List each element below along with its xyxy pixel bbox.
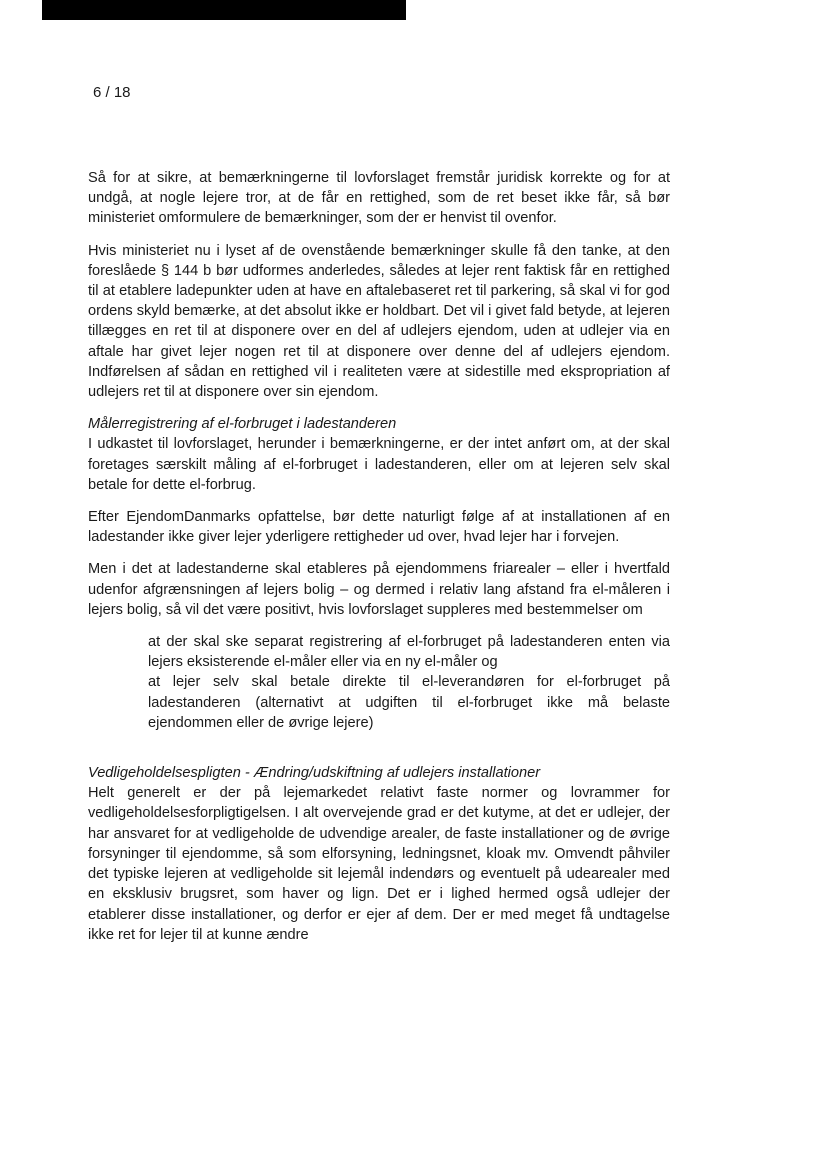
header-bar [42, 0, 406, 20]
paragraph: Hvis ministeriet nu i lyset af de ovenstående bemærkninger skulle få den tanke, at den foreslåede § 144 b bør udformes anderledes, således at lejer rent faktisk får en rettighed til at etablere ladepunkter uden at have en aftalebaseret ret til parkering, så skal vi for god ordens skyld bemærke, at det absolut ikke er holdbart. Det vil i givet fald betyde, at lejeren tillægges en ret til at disponere over en del af udlejers ejendom, uden at udlejer via en aftale har givet lejer nogen ret til at disponere over denne del af udlejers ejendom. Indførelsen af sådan en rettighed vil i realiteten være at sidestille med ekspropriation af udlejers ret til at disponere over sin ejendom. [88, 242, 670, 401]
list-item: at der skal ske separat registrering af el-forbruget på ladestanderen enten via lejers eksisterende el-måler eller via en ny el-måler og [148, 634, 670, 671]
page-number: 6 / 18 [93, 84, 131, 101]
list-item: at lejer selv skal betale direkte til el-leverandøren for el-forbruget på ladestanderen (alternativt at udgiften til el-forbruget ikke må belaste ejendommen eller de øvrige lejere) [148, 674, 670, 731]
paragraph: Helt generelt er der på lejemarkedet relativt faste normer og lovrammer for vedligeholdelsesforpligtigelsen. I alt overvejende grad er det kutyme, at det er udlejer, der har ansvaret for at vedligeholde de udvendige arealer, de faste installationer og de øvrige forsyninger til ejendomme, så som elforsyning, ledningsnet, kloak mv. Omvendt påhviler det typiske lejeren at vedligeholde sit lejemål indendørs og eventuelt på udearealer med en eksklusiv brugsret, som haver og lign. Det er i lighed hermed også udlejer der etablerer disse installationer, og derfor er ejer af dem. Der er med meget få undtagelse ikke ret for lejer til at kunne ændre [88, 785, 670, 943]
paragraph: Så for at sikre, at bemærkningerne til lovforslaget fremstår juridisk korrekte og for at undgå, at nogle lejere tror, at de får en rettighed, som de ret beset ikke får, så bør ministeriet omformulere de bemærkninger, som der er henvist til ovenfor. [88, 170, 670, 227]
document-body [88, 168, 670, 957]
spacer [88, 733, 670, 763]
section-heading-meter-registration: Målerregistrering af el-forbruget i ladestanderen [88, 416, 397, 433]
paragraph: Efter EjendomDanmarks opfattelse, bør dette naturligt følge af at installationen af en ladestander ikke giver lejer yderligere rettigheder ud over, hvad lejer har i forvejen. [88, 509, 670, 546]
section-heading-maintenance: Vedligeholdelsespligten - Ændring/udskiftning af udlejers installationer [88, 765, 541, 782]
paragraph: Men i det at ladestanderne skal etableres på ejendommens friarealer – eller i hvertfald udenfor afgrænsningen af lejers bolig – og dermed i relativ lang afstand fra el-måleren i lejers bolig, så vil det være positivt, hvis lovforslaget suppleres med bestemmelser om [88, 561, 670, 618]
paragraph: I udkastet til lovforslaget, herunder i bemærkningerne, er der intet anført om, at der skal foretages særskilt måling af el-forbruget i ladestanderen, eller om at lejeren selv skal betale for dette el-forbrug. [88, 436, 670, 493]
bullet-list [88, 632, 670, 733]
